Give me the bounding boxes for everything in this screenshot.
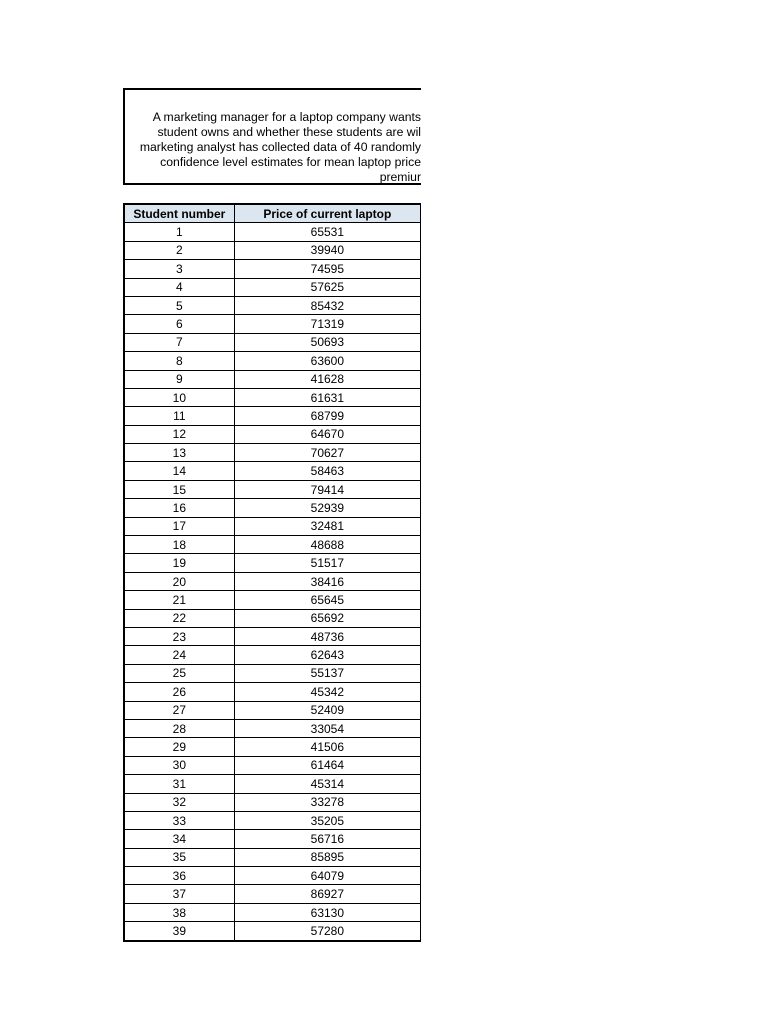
student-number-cell[interactable]: 26	[124, 683, 234, 701]
price-cell[interactable]: 86927	[234, 885, 420, 903]
price-cell[interactable]: 85432	[234, 296, 420, 314]
table-row	[124, 499, 421, 517]
student-number-cell[interactable]: 23	[124, 627, 234, 645]
price-cell[interactable]: 55137	[234, 664, 420, 682]
table-row	[124, 591, 421, 609]
student-number-cell[interactable]: 3	[124, 260, 234, 278]
price-cell[interactable]: 65645	[234, 591, 420, 609]
price-cell[interactable]: 57625	[234, 278, 420, 296]
table-row	[124, 425, 421, 443]
price-cell[interactable]: 45314	[234, 775, 420, 793]
table-row	[124, 701, 421, 719]
student-number-cell[interactable]: 22	[124, 609, 234, 627]
price-cell[interactable]: 56716	[234, 830, 420, 848]
student-number-cell[interactable]: 27	[124, 701, 234, 719]
student-number-cell[interactable]: 19	[124, 554, 234, 572]
student-number-cell[interactable]: 18	[124, 536, 234, 554]
table-row	[124, 315, 421, 333]
table-row	[124, 241, 421, 259]
table-row	[124, 572, 421, 590]
student-number-cell[interactable]: 4	[124, 278, 234, 296]
price-cell[interactable]: 41506	[234, 738, 420, 756]
student-number-cell[interactable]: 5	[124, 296, 234, 314]
student-number-cell[interactable]: 10	[124, 388, 234, 406]
price-cell[interactable]: 39940	[234, 241, 420, 259]
table-row	[124, 260, 421, 278]
price-cell[interactable]: 61631	[234, 388, 420, 406]
table-row	[124, 278, 421, 296]
student-number-cell[interactable]: 32	[124, 793, 234, 811]
laptop-price-table	[123, 203, 421, 942]
price-cell[interactable]: 41628	[234, 370, 420, 388]
price-cell[interactable]: 52939	[234, 499, 420, 517]
description-line-4: confidence level estimates for mean laptop price	[160, 155, 421, 169]
student-number-cell[interactable]: 13	[124, 444, 234, 462]
table-row	[124, 517, 421, 535]
student-number-cell[interactable]: 7	[124, 333, 234, 351]
student-number-cell[interactable]: 17	[124, 517, 234, 535]
header-student-number[interactable]: Student number	[124, 204, 234, 223]
price-cell[interactable]: 38416	[234, 572, 420, 590]
price-cell[interactable]: 33054	[234, 719, 420, 737]
price-cell[interactable]: 48688	[234, 536, 420, 554]
price-cell[interactable]: 58463	[234, 462, 420, 480]
header-price[interactable]: Price of current laptop	[234, 204, 420, 223]
table-row	[124, 554, 421, 572]
student-number-cell[interactable]: 11	[124, 407, 234, 425]
student-number-cell[interactable]: 33	[124, 811, 234, 829]
table-row	[124, 885, 421, 903]
table-row	[124, 756, 421, 774]
price-cell[interactable]: 74595	[234, 260, 420, 278]
table-row	[124, 536, 421, 554]
price-cell[interactable]: 85895	[234, 848, 420, 866]
price-cell[interactable]: 65692	[234, 609, 420, 627]
student-number-cell[interactable]: 16	[124, 499, 234, 517]
table-row	[124, 738, 421, 756]
table-row	[124, 719, 421, 737]
price-cell[interactable]: 57280	[234, 922, 420, 941]
table-row	[124, 903, 421, 921]
price-cell[interactable]: 63130	[234, 903, 420, 921]
table-row	[124, 333, 421, 351]
description-line-5: premiur	[379, 170, 421, 184]
table-row	[124, 388, 421, 406]
price-cell[interactable]: 61464	[234, 756, 420, 774]
student-number-cell[interactable]: 2	[124, 241, 234, 259]
table-row	[124, 775, 421, 793]
table-row	[124, 922, 421, 941]
student-number-cell[interactable]: 25	[124, 664, 234, 682]
table-header-row	[124, 204, 421, 223]
price-cell[interactable]: 45342	[234, 683, 420, 701]
table-row	[124, 683, 421, 701]
table-body	[124, 223, 421, 941]
price-cell[interactable]: 64670	[234, 425, 420, 443]
table-row	[124, 370, 421, 388]
price-cell[interactable]: 35205	[234, 811, 420, 829]
student-number-cell[interactable]: 14	[124, 462, 234, 480]
student-number-cell[interactable]: 39	[124, 922, 234, 941]
description-line-3: marketing analyst has collected data of 40 randomly	[139, 140, 421, 154]
table-row	[124, 793, 421, 811]
student-number-cell[interactable]: 31	[124, 775, 234, 793]
price-cell[interactable]: 33278	[234, 793, 420, 811]
student-number-cell[interactable]: 8	[124, 352, 234, 370]
price-cell[interactable]: 52409	[234, 701, 420, 719]
student-number-cell[interactable]: 34	[124, 830, 234, 848]
student-number-cell[interactable]: 1	[124, 223, 234, 241]
student-number-cell[interactable]: 28	[124, 719, 234, 737]
table-row	[124, 352, 421, 370]
price-cell[interactable]: 51517	[234, 554, 420, 572]
student-number-cell[interactable]: 21	[124, 591, 234, 609]
student-number-cell[interactable]: 15	[124, 480, 234, 498]
table-row	[124, 664, 421, 682]
student-number-cell[interactable]: 20	[124, 572, 234, 590]
table-row	[124, 867, 421, 885]
student-number-cell[interactable]: 35	[124, 848, 234, 866]
student-number-cell[interactable]: 6	[124, 315, 234, 333]
student-number-cell[interactable]: 30	[124, 756, 234, 774]
table-row	[124, 296, 421, 314]
price-cell[interactable]: 64079	[234, 867, 420, 885]
student-number-cell[interactable]: 9	[124, 370, 234, 388]
price-cell[interactable]: 79414	[234, 480, 420, 498]
price-cell[interactable]: 71319	[234, 315, 420, 333]
price-cell[interactable]: 68799	[234, 407, 420, 425]
description-line-2: student owns and whether these students are wil	[157, 125, 421, 139]
student-number-cell[interactable]: 24	[124, 646, 234, 664]
description-line-1: A marketing manager for a laptop company wants	[152, 110, 421, 124]
price-cell[interactable]: 50693	[234, 333, 420, 351]
price-cell[interactable]: 65531	[234, 223, 420, 241]
table-row	[124, 444, 421, 462]
student-number-cell[interactable]: 36	[124, 867, 234, 885]
price-cell[interactable]: 70627	[234, 444, 420, 462]
student-number-cell[interactable]: 12	[124, 425, 234, 443]
table-row	[124, 830, 421, 848]
student-number-cell[interactable]: 38	[124, 903, 234, 921]
table-row	[124, 407, 421, 425]
table-row	[124, 480, 421, 498]
table-row	[124, 811, 421, 829]
price-cell[interactable]: 62643	[234, 646, 420, 664]
price-cell[interactable]: 32481	[234, 517, 420, 535]
problem-description-box	[123, 88, 421, 185]
student-number-cell[interactable]: 29	[124, 738, 234, 756]
student-number-cell[interactable]: 37	[124, 885, 234, 903]
table-row	[124, 462, 421, 480]
table-row	[124, 646, 421, 664]
table-row	[124, 848, 421, 866]
price-cell[interactable]: 48736	[234, 627, 420, 645]
price-cell[interactable]: 63600	[234, 352, 420, 370]
table-row	[124, 609, 421, 627]
table-row	[124, 223, 421, 241]
table-row	[124, 627, 421, 645]
